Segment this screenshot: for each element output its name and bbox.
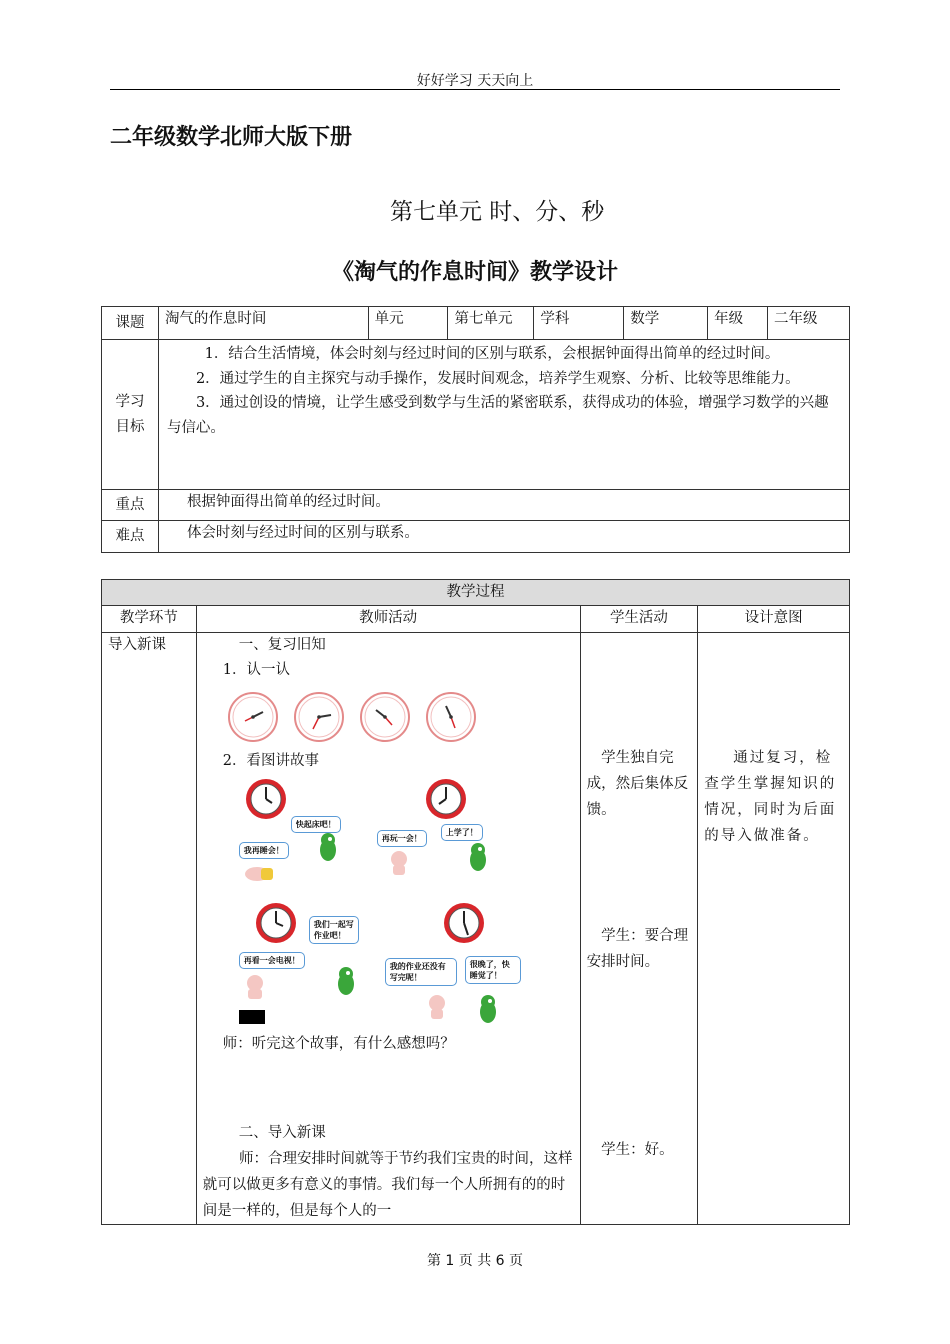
parrot-icon [335, 966, 357, 1005]
unit-title: 第七单元 时、分、秒 [390, 199, 605, 225]
clock-icon [425, 691, 477, 743]
item-recognize: 1．认一认 [222, 662, 290, 678]
speech-bubble: 上学了！ [441, 824, 483, 841]
clock-icon [227, 691, 279, 743]
col-stage: 教学环节 [102, 606, 197, 633]
student-activity [580, 633, 698, 1225]
goals-label-line2: 目标 [115, 418, 145, 435]
col-design: 设计意图 [698, 606, 850, 633]
col-student: 学生活动 [580, 606, 698, 633]
parrot-icon [317, 832, 339, 871]
parrot-icon [477, 994, 499, 1033]
pig-icon [389, 850, 409, 885]
unit-label: 单元 [368, 307, 448, 340]
goal-1: 1．结合生活情境，体会时刻与经过时间的区别与联系，会根据钟面得出简单的经过时间。 [204, 346, 780, 362]
goals-label-line1: 学习 [115, 393, 145, 410]
grade-label: 年级 [708, 307, 768, 340]
grade-value: 二年级 [768, 307, 850, 340]
pig-icon [427, 994, 447, 1029]
red-clock-icon [425, 778, 467, 829]
goal-2: 2．通过学生的自主探究与动手操作，发展时间观念，培养学生观察、分析、比较等思维能力。 [195, 370, 800, 387]
unit-value: 第七单元 [448, 307, 534, 340]
subject-label: 学科 [534, 307, 624, 340]
topic-value: 淘气的作息时间 [158, 307, 368, 340]
goal-3: 3．通过创设的情境，让学生感受到数学与生活的紧密联系，获得成功的体验，增强学习数学的兴趣与信心。 [166, 395, 829, 436]
red-clock-icon [245, 778, 287, 829]
tv-icon [239, 1008, 265, 1033]
difficulty-label: 难点 [102, 521, 159, 553]
student-activity-3: 学生：好。 [601, 1142, 674, 1158]
parrot-icon [467, 842, 489, 881]
teacher-question: 师：听完这个故事，有什么感想吗？ [222, 1036, 455, 1052]
page-footer: 第 1 页 共 6 页 [426, 1253, 524, 1269]
clock-icon [293, 691, 345, 743]
red-clock-icon [443, 902, 485, 953]
lesson-info-table [101, 306, 850, 553]
student-activity-2: 学生：要合理安排时间。 [586, 928, 689, 970]
goals-label [102, 340, 159, 490]
speech-bubble: 很晚了，快睡觉了！ [465, 956, 521, 984]
page-header: 好好学习 天天向上 [416, 73, 534, 89]
subject-value: 数学 [624, 307, 708, 340]
review-heading: 一、复习旧知 [238, 637, 326, 653]
item-story: 2．看图讲故事 [222, 753, 319, 769]
sleeping-pig-icon [243, 862, 275, 891]
process-title: 教学过程 [102, 580, 850, 606]
intro-text: 师：合理安排时间就等于节约我们宝贵的时间，这样就可以做更多有意义的事情。我们每一个人所拥有的的时间是一样的，但是每个人的一 [202, 1151, 573, 1219]
header-rule [110, 89, 840, 90]
stage-cell: 导入新课 [102, 633, 197, 1225]
design-intent [698, 633, 850, 1225]
story-illustration [239, 778, 529, 1026]
speech-bubble: 再玩一会！ [377, 830, 427, 847]
red-clock-icon [255, 902, 297, 953]
topic-label: 课题 [102, 307, 159, 340]
teacher-activity [196, 633, 580, 1225]
speech-bubble: 快起床吧！ [291, 816, 341, 833]
student-activity-1: 学生独自完成，然后集体反馈。 [586, 750, 689, 818]
clock-row [227, 691, 574, 743]
speech-bubble: 再看一会电视！ [239, 952, 305, 969]
speech-bubble: 我再睡会！ [239, 842, 289, 859]
clock-icon [359, 691, 411, 743]
book-title: 二年级数学北师大版下册 [110, 125, 353, 150]
intro-heading: 二、导入新课 [238, 1125, 326, 1141]
key-label: 重点 [102, 490, 159, 521]
speech-bubble: 我的作业还没有写完呢！ [385, 958, 457, 986]
difficulty-value: 体会时刻与经过时间的区别与联系。 [158, 521, 849, 553]
col-teacher: 教师活动 [196, 606, 580, 633]
lesson-title: 《淘气的作息时间》教学设计 [331, 260, 618, 285]
key-value: 根据钟面得出简单的经过时间。 [158, 490, 849, 521]
goals-cell [158, 340, 849, 490]
teaching-process-table [101, 579, 850, 1225]
design-intent-1: 通过复习，检查学生掌握知识的情况，同时为后面的导入做准备。 [704, 750, 837, 844]
speech-bubble: 我们一起写作业吧！ [309, 916, 359, 944]
